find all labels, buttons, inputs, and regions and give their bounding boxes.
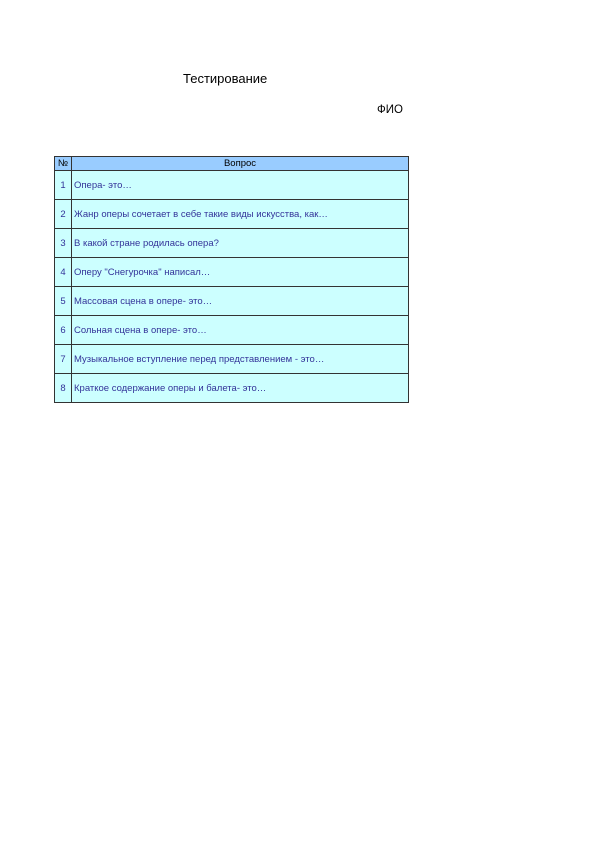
- table-row: [55, 200, 409, 229]
- question-text: Сольная сцена в опере- это…: [72, 316, 409, 345]
- question-text: Оперу "Снегурочка" написал…: [72, 258, 409, 287]
- question-text: Краткое содержание оперы и балета- это…: [72, 374, 409, 403]
- table-row: [55, 374, 409, 403]
- question-number: 8: [55, 374, 72, 403]
- column-header-number: №: [55, 157, 72, 171]
- question-number: 2: [55, 200, 72, 229]
- question-number: 3: [55, 229, 72, 258]
- question-number: 4: [55, 258, 72, 287]
- question-text: Массовая сцена в опере- это…: [72, 287, 409, 316]
- question-number: 7: [55, 345, 72, 374]
- table-row: [55, 171, 409, 200]
- table-row: [55, 258, 409, 287]
- table-row: [55, 287, 409, 316]
- question-number: 5: [55, 287, 72, 316]
- page-title: Тестирование: [183, 71, 268, 86]
- table-row: [55, 229, 409, 258]
- column-header-question: Вопрос: [72, 157, 409, 171]
- question-text: Музыкальное вступление перед представлением - это…: [72, 345, 409, 374]
- questions-table: [54, 156, 409, 403]
- question-number: 6: [55, 316, 72, 345]
- question-number: 1: [55, 171, 72, 200]
- question-text: Жанр оперы сочетает в себе такие виды искусства, как…: [72, 200, 409, 229]
- fio-label: ФИО: [377, 104, 403, 116]
- table-header-row: [55, 157, 409, 171]
- question-text: В какой стране родилась опера?: [72, 229, 409, 258]
- question-text: Опера- это…: [72, 171, 409, 200]
- table-row: [55, 345, 409, 374]
- table-row: [55, 316, 409, 345]
